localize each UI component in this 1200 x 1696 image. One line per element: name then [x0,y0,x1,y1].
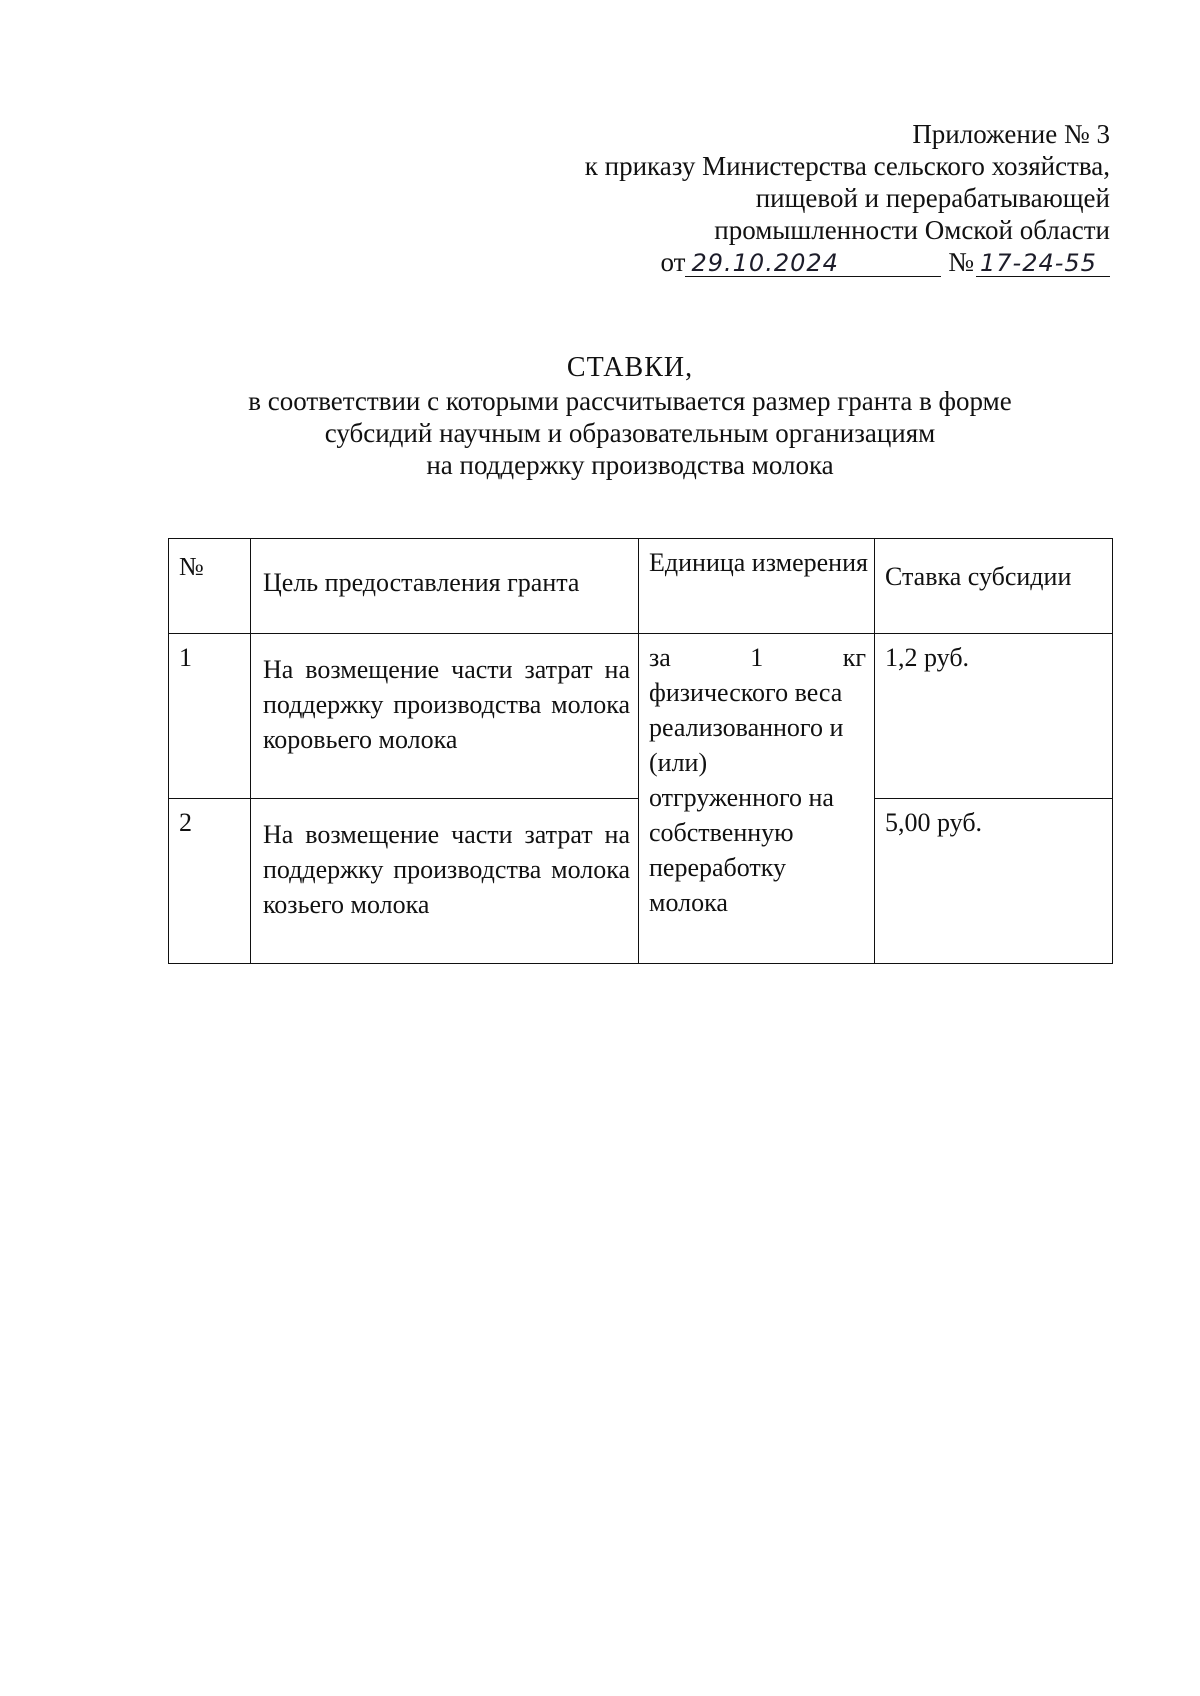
header-goal: Цель предоставления гранта [251,539,639,634]
table-header-row [169,539,1113,634]
appendix-number: Приложение № 3 [912,119,1110,149]
unit-description: физического веса реализованного и (или) отгруженного на собственную переработку молока [649,678,844,917]
document-subtitle-line-1: в соответствии с которыми рассчитывается размер гранта в форме [248,386,1012,416]
appendix-region-line: промышленности Омской области [714,215,1110,245]
row-rate: 1,2 руб. [875,634,1113,799]
order-date-number-line [410,246,1110,278]
unit-first-line [649,640,866,675]
number-label: № [948,247,974,277]
document-subtitle-line-3: на поддержку производства молока [426,450,834,480]
header-number: № [169,539,251,634]
row-goal: На возмещение части затрат на поддержку производства молока козьего молока [251,799,639,964]
document-title: СТАВКИ, [566,352,694,383]
row-number: 2 [169,799,251,964]
row-goal: На возмещение части затрат на поддержку производства молока коровьего молока [251,634,639,799]
row-rate: 5,00 руб. [875,799,1113,964]
header-rate: Ставка субсидии [875,539,1113,634]
row-number: 1 [169,634,251,799]
appendix-order-ref: к приказу Министерства сельского хозяйства, [584,151,1110,181]
handwritten-date: 29.10.2024 [685,250,941,277]
table-row [169,634,1113,799]
document-subtitle-line-2: субсидий научным и образовательным организациям [324,418,936,448]
document-title-block [160,352,1100,481]
rates-table [168,538,1113,964]
unit-word-kg: кг [842,643,866,672]
appendix-header [410,118,1110,278]
header-unit: Единица измерения [639,539,875,634]
unit-word-one: 1 [750,643,764,672]
appendix-ministry-line: пищевой и перерабатывающей [755,183,1110,213]
unit-cell [639,634,875,964]
unit-word-za: за [649,643,671,672]
handwritten-order-number: 17-24-55 [976,250,1110,277]
from-label: от [660,247,686,277]
